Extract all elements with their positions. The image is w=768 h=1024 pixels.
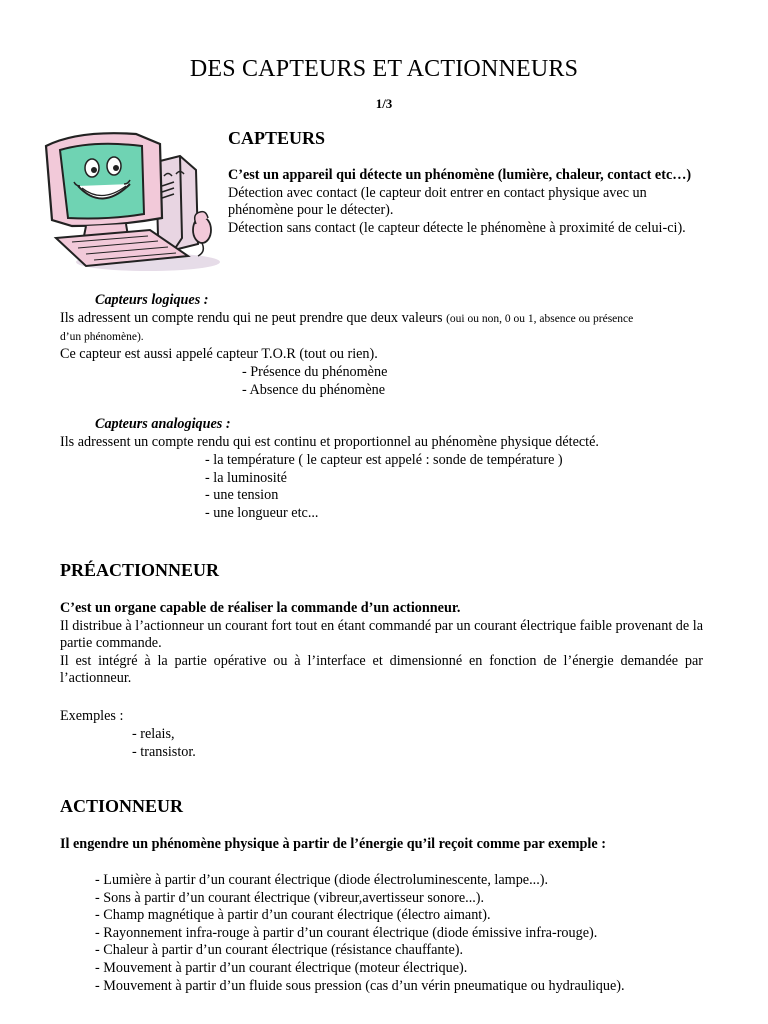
subheading-capteurs-logiques: Capteurs logiques : (95, 292, 209, 308)
preactionneur-text-block (60, 600, 703, 688)
section-heading-capteurs: CAPTEURS (228, 128, 326, 148)
page-number: 1/3 (375, 96, 393, 111)
example-item-transistor: - transistor. (132, 743, 196, 760)
actionneur-item-mouvement-fluide: - Mouvement à partir d’un fluide sous pression (cas d’un vérin pneumatique ou hydraulique). (95, 977, 625, 994)
logiques-line-1 (60, 310, 633, 329)
actionneur-item-lumiere: - Lumière à partir d’un courant électrique (diode électroluminescente, lampe...). (95, 872, 549, 888)
logiques-line-1-main: Ils adressent un compte rendu qui ne peut prendre que deux valeurs (60, 310, 447, 326)
logiques-item-absence: - Absence du phénomène (242, 382, 386, 398)
logiques-line-2-small: d’un phénomène (60, 331, 137, 343)
actionneur-item-infra-rouge: - Rayonnement infra-rouge à partir d’un courant électrique (diode émissive infra-rouge). (95, 924, 598, 941)
capteurs-text-block (228, 167, 698, 237)
preactionneur-para-1: Il distribue à l’actionneur un courant fort tout en étant commandé par un courant électrique faible provenant de la partie commande. (60, 617, 703, 652)
logiques-line-2 (60, 328, 144, 347)
cartoon-computer-illustration (38, 126, 224, 274)
actionneur-item-mouvement-electrique: - Mouvement à partir d’un courant électrique (moteur électrique). (95, 959, 468, 976)
page-title: DES CAPTEURS ET ACTIONNEURS (189, 56, 579, 82)
actionneur-list (95, 872, 625, 995)
preactionneur-definition: C’est un organe capable de réaliser la commande d’un actionneur. (60, 600, 461, 616)
capteurs-definition: C’est un appareil qui détecte un phénomène (lumière, chaleur, contact etc…) (228, 167, 692, 183)
subheading-capteurs-analogiques: Capteurs analogiques : (95, 416, 231, 432)
actionneur-item-sons: - Sons à partir d’un courant électrique (vibreur,avertisseur sonore...). (95, 889, 485, 906)
preactionneur-examples-list (132, 726, 196, 761)
analogiques-item-temperature: - la température ( le capteur est appelé : sonde de température ) (205, 452, 563, 468)
logiques-item-presence: - Présence du phénomène (242, 364, 388, 380)
analogiques-line-1: Ils adressent un compte rendu qui est continu et proportionnel au phénomène physique détecté. (60, 434, 599, 450)
analogiques-item-luminosite: - la luminosité (205, 469, 287, 486)
capteurs-detection-sans-contact: Détection sans contact (le capteur détecte le phénomène à proximité de celui-ci). (228, 219, 686, 236)
analogiques-list (205, 452, 563, 522)
logiques-line-2-end: ). (136, 331, 144, 343)
preactionneur-examples-label: Exemples : (60, 708, 124, 724)
logiques-line-3: Ce capteur est aussi appelé capteur T.O.R (tout ou rien). (60, 346, 378, 362)
actionneur-item-chaleur: - Chaleur à partir d’un courant électrique (résistance chauffante). (95, 942, 464, 959)
capteurs-detection-contact: Détection avec contact (le capteur doit entrer en contact physique avec un phénomène pour le détecter). (228, 184, 647, 219)
section-heading-preactionneur: PRÉACTIONNEUR (60, 560, 220, 580)
example-item-relais: - relais, (132, 726, 175, 742)
analogiques-item-tension: - une tension (205, 487, 279, 504)
actionneur-item-champ-magnetique: - Champ magnétique à partir d’un courant électrique (électro aimant). (95, 907, 491, 924)
section-heading-actionneur: ACTIONNEUR (60, 796, 184, 816)
analogiques-item-longueur: - une longueur etc... (205, 504, 319, 521)
logiques-line-1-small: (oui ou non, 0 ou 1, absence ou présence (446, 313, 634, 325)
preactionneur-para-2: Il est intégré à la partie opérative ou à l’interface et dimensionné en fonction de l’énergie demandée par l’actionneur. (60, 652, 703, 687)
actionneur-definition: Il engendre un phénomène physique à partir de l’énergie qu’il reçoit comme par exemple : (60, 836, 606, 852)
